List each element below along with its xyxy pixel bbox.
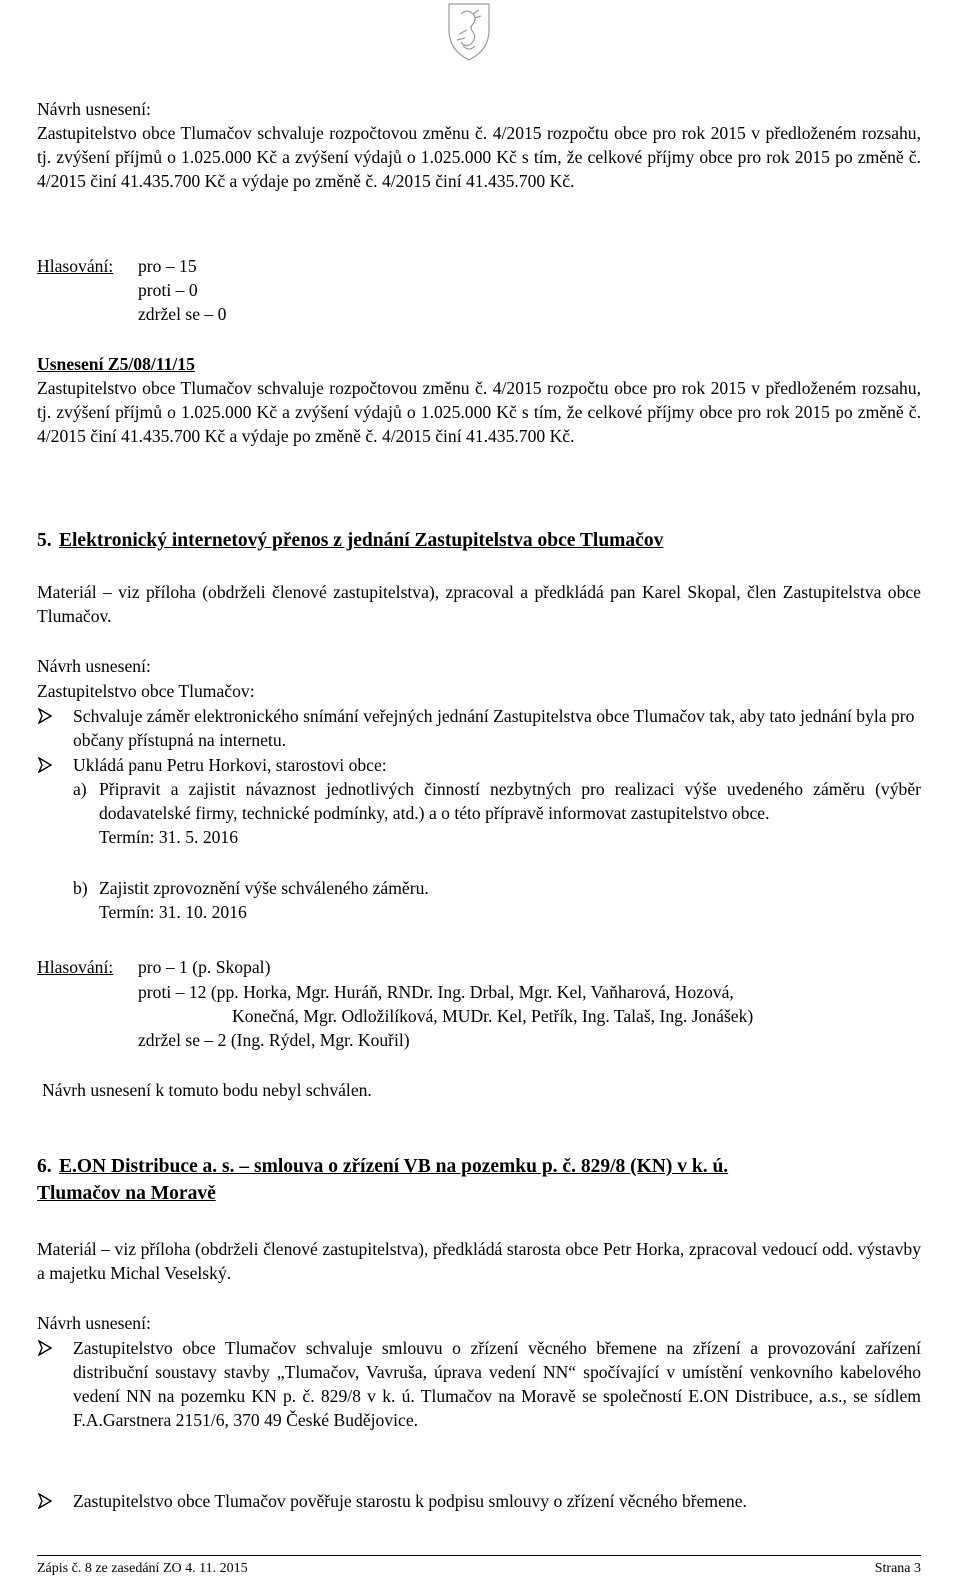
bullet-text: Zastupitelstvo obce Tlumačov schvaluje smlouvu o zřízení věcného břemene na zřízení a provozování zařízení distribuční soustavy stavby „Tlumačov, Vavruša, úprava vedení NN“ spočívající v umístění venkovního kabelového vedení NN na pozemku KN p. č. 829/8 v k. ú. Tlumačov na Moravě se společností E.ON Distribuce, a.s., se sídlem F.A.Garstnera 2151/6, 370 49 České Budějovice. — [73, 1338, 921, 1430]
section-6-number: 6. — [37, 1156, 52, 1177]
vote-abstain: zdržel se – 0 — [138, 304, 227, 324]
arrow-bullet-icon — [37, 708, 53, 724]
proposal-heading: Návrh usnesení: — [37, 99, 151, 119]
arrow-bullet-icon — [37, 757, 53, 773]
section-5-title: Elektronický internetový přenos z jednání Zastupitelstva obce Tlumačov — [59, 530, 664, 551]
footer-page-number: Strana 3 — [874, 1561, 921, 1576]
municipal-coat-of-arms-icon — [441, 0, 497, 62]
section-6-title-line-2: Tlumačov na Moravě — [37, 1183, 216, 1204]
document-page — [37, 0, 921, 1585]
vote-abstain: zdržel se – 2 (Ing. Rýdel, Mgr. Kouřil) — [138, 1030, 410, 1050]
footer-left: Zápis č. 8 ze zasedání ZO 4. 11. 2015 — [37, 1561, 248, 1576]
vote-label: Hlasování: — [37, 256, 114, 276]
section-6-bullet-1 — [37, 1336, 921, 1432]
vote-against: proti – 0 — [138, 280, 198, 300]
arrow-bullet-icon — [37, 1340, 53, 1356]
resolution-title: Usnesení Z5/08/11/15 — [37, 354, 195, 374]
bullet-text: Schvaluje záměr elektronického snímání veřejných jednání Zastupitelstva obce Tlumačov tak, aby tato jednání byla pro občany přístupná na internetu. — [73, 706, 915, 750]
resolution-text: Zastupitelstvo obce Tlumačov schvaluje rozpočtovou změnu č. 4/2015 rozpočtu obce pro rok 2015 v předloženém rozsahu, tj. zvýšení příjmů o 1.025.000 Kč a zvýšení výdajů o 1.025.000 Kč s tím, že celkové příjmy obce pro rok 2015 po změně č. 4/2015 činí 41.435.700 Kč a výdaje po změně č. 4/2015 činí 41.435.700 Kč. — [37, 378, 921, 446]
proposal-text: Zastupitelstvo obce Tlumačov schvaluje rozpočtovou změnu č. 4/2015 rozpočtu obce pro rok 2015 v předloženém rozsahu, tj. zvýšení příjmů o 1.025.000 Kč a zvýšení výdajů o 1.025.000 Kč s tím, že celkové příjmy obce pro rok 2015 po změně č. 4/2015 činí 41.435.700 Kč a výdaje po změně č. 4/2015 činí 41.435.700 Kč. — [37, 123, 921, 191]
sub-item-deadline: Termín: 31. 5. 2016 — [99, 827, 239, 847]
arrow-bullet-icon — [37, 1493, 53, 1509]
section-6-heading — [37, 1153, 921, 1180]
footer-divider — [37, 1555, 921, 1556]
section-6-material: Materiál – viz příloha (obdrželi členové zastupitelstva), předkládá starosta obce Petr Horka, zpracoval vedoucí odd. výstavby a majetku Michal Veselský. — [37, 1239, 921, 1283]
vote-against-continued: Konečná, Mgr. Odložilíková, MUDr. Kel, Petřík, Ing. Talaš, Ing. Jonášek) — [232, 1006, 754, 1026]
section-5-material: Materiál – viz příloha (obdrželi členové zastupitelstva), zpracoval a předkládá pan Karel Skopal, člen Zastupitelstva obce Tlumačov. — [37, 582, 921, 626]
vote-for: pro – 15 — [138, 256, 197, 276]
section-5-heading — [37, 527, 921, 554]
sub-item-deadline: Termín: 31. 10. 2016 — [99, 902, 247, 922]
sub-item-a — [73, 777, 921, 849]
section-5-bullet-2 — [37, 753, 921, 777]
vote-label: Hlasování: — [37, 957, 114, 977]
vote-result: Návrh usnesení k tomuto bodu nebyl schválen. — [42, 1080, 372, 1100]
vote-for: pro – 1 (p. Skopal) — [138, 957, 271, 977]
section-5-intro: Zastupitelstvo obce Tlumačov: — [37, 681, 255, 701]
sub-item-text: Zajistit zprovoznění výše schváleného záměru. — [99, 878, 429, 898]
sub-item-label: a) — [73, 779, 87, 799]
section-5-proposal-heading: Návrh usnesení: — [37, 656, 151, 676]
section-5-number: 5. — [37, 530, 52, 551]
section-6-title-line-1: E.ON Distribuce a. s. – smlouva o zřízení VB na pozemku p. č. 829/8 (KN) v k. ú. — [59, 1156, 729, 1177]
bullet-text: Ukládá panu Petru Horkovi, starostovi obce: — [73, 755, 387, 775]
sub-item-text: Připravit a zajistit návaznost jednotlivých činností nezbytných pro realizaci výše uvedeného záměru (výběr dodavatelské firmy, technické podmínky, atd.) a o této přípravě informovat zastupitelstvo obce. — [99, 779, 921, 823]
section-6-bullet-2 — [37, 1489, 921, 1513]
section-6-proposal-heading: Návrh usnesení: — [37, 1313, 151, 1333]
sub-item-label: b) — [73, 878, 88, 898]
sub-item-b — [73, 876, 921, 924]
bullet-text: Zastupitelstvo obce Tlumačov pověřuje starostu k podpisu smlouvy o zřízení věcného břemene. — [73, 1491, 747, 1511]
section-5-bullet-1 — [37, 704, 921, 752]
vote-against: proti – 12 (pp. Horka, Mgr. Huráň, RNDr. Ing. Drbal, Mgr. Kel, Vaňharová, Hozová, — [138, 982, 734, 1002]
